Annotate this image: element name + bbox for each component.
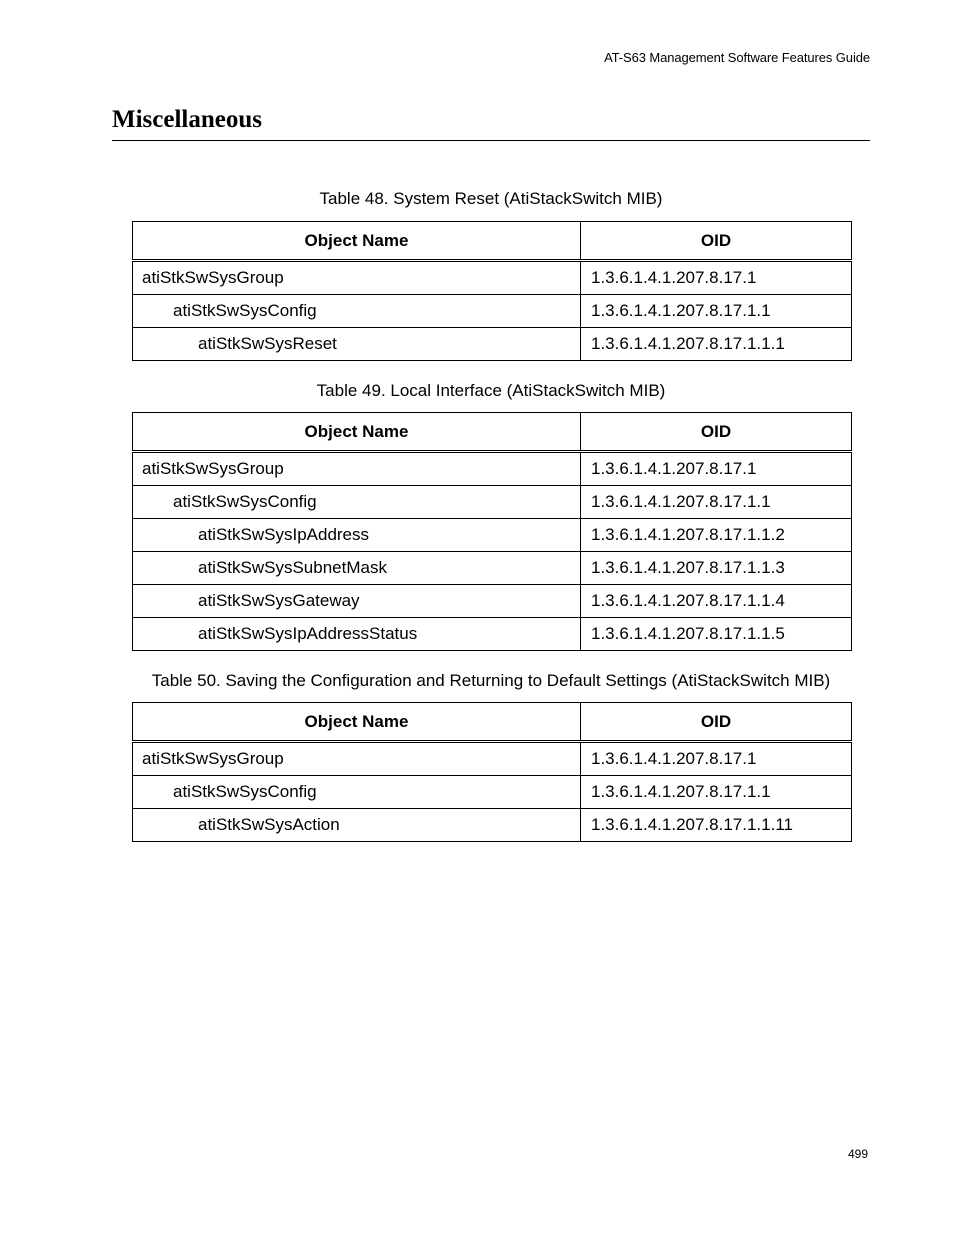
object-name-cell: atiStkSwSysConfig (133, 295, 581, 328)
column-header-object-name: Object Name (133, 413, 581, 452)
oid-cell: 1.3.6.1.4.1.207.8.17.1.1.3 (581, 552, 852, 585)
column-header-oid: OID (581, 222, 852, 261)
table-header-row (133, 413, 852, 452)
table-49-caption: Table 49. Local Interface (AtiStackSwitch MIB) (316, 381, 666, 400)
table-row (133, 552, 852, 585)
object-name-cell: atiStkSwSysIpAddress (133, 519, 581, 552)
table-49 (132, 412, 852, 651)
column-header-oid: OID (581, 413, 852, 452)
oid-cell: 1.3.6.1.4.1.207.8.17.1.1.11 (581, 809, 852, 842)
object-name-cell: atiStkSwSysReset (133, 328, 581, 361)
title-divider (112, 140, 870, 141)
column-header-oid: OID (581, 703, 852, 742)
page-number: 499 (847, 1147, 868, 1161)
table-row (133, 261, 852, 295)
table-row (133, 486, 852, 519)
oid-cell: 1.3.6.1.4.1.207.8.17.1 (581, 742, 852, 776)
table-row (133, 452, 852, 486)
oid-cell: 1.3.6.1.4.1.207.8.17.1.1.5 (581, 618, 852, 651)
oid-cell: 1.3.6.1.4.1.207.8.17.1.1.1 (581, 328, 852, 361)
oid-cell: 1.3.6.1.4.1.207.8.17.1 (581, 452, 852, 486)
table-48 (132, 221, 852, 361)
oid-cell: 1.3.6.1.4.1.207.8.17.1.1 (581, 776, 852, 809)
running-header: AT-S63 Management Software Features Guide (604, 50, 870, 65)
oid-cell: 1.3.6.1.4.1.207.8.17.1 (581, 261, 852, 295)
table-row (133, 776, 852, 809)
oid-cell: 1.3.6.1.4.1.207.8.17.1.1 (581, 486, 852, 519)
oid-cell: 1.3.6.1.4.1.207.8.17.1.1.2 (581, 519, 852, 552)
object-name-cell: atiStkSwSysSubnetMask (133, 552, 581, 585)
table-48-caption: Table 48. System Reset (AtiStackSwitch MIB) (319, 189, 663, 208)
table-row (133, 585, 852, 618)
object-name-cell: atiStkSwSysAction (133, 809, 581, 842)
table-header-row (133, 222, 852, 261)
table-row (133, 519, 852, 552)
object-name-cell: atiStkSwSysIpAddressStatus (133, 618, 581, 651)
object-name-cell: atiStkSwSysGateway (133, 585, 581, 618)
object-name-cell: atiStkSwSysConfig (133, 776, 581, 809)
section-title: Miscellaneous (112, 106, 262, 133)
table-header-row (133, 703, 852, 742)
object-name-cell: atiStkSwSysGroup (133, 452, 581, 486)
table-50 (132, 702, 852, 842)
object-name-cell: atiStkSwSysGroup (133, 742, 581, 776)
table-row (133, 809, 852, 842)
table-row (133, 742, 852, 776)
column-header-object-name: Object Name (133, 703, 581, 742)
table-50-caption: Table 50. Saving the Configuration and Returning to Default Settings (AtiStackSwitch MIB) (151, 671, 831, 690)
table-row (133, 618, 852, 651)
table-row (133, 328, 852, 361)
oid-cell: 1.3.6.1.4.1.207.8.17.1.1.4 (581, 585, 852, 618)
oid-cell: 1.3.6.1.4.1.207.8.17.1.1 (581, 295, 852, 328)
object-name-cell: atiStkSwSysGroup (133, 261, 581, 295)
object-name-cell: atiStkSwSysConfig (133, 486, 581, 519)
column-header-object-name: Object Name (133, 222, 581, 261)
table-row (133, 295, 852, 328)
